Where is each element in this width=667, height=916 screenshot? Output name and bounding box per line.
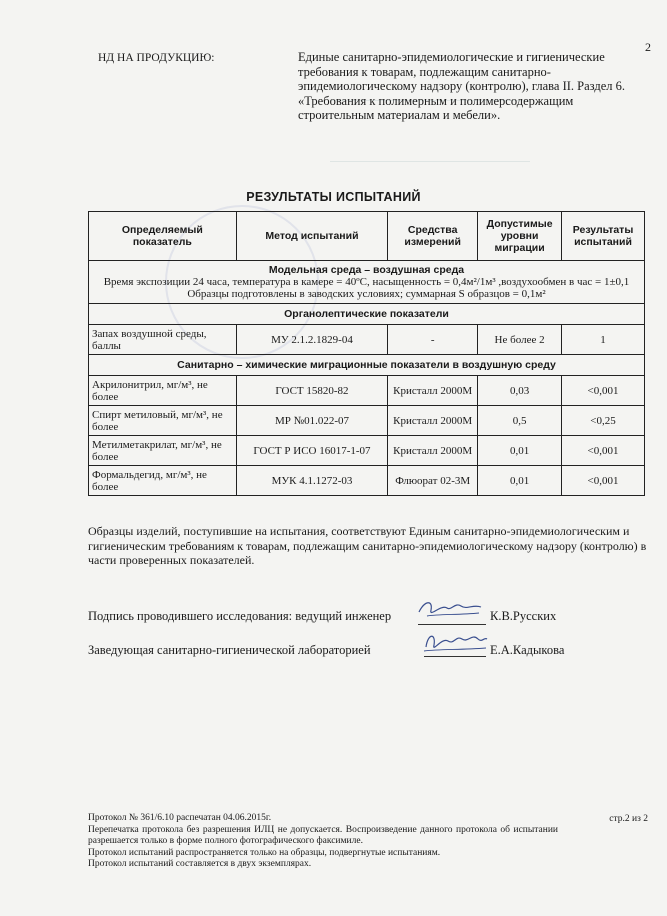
cell-instrument: Кристалл 2000М <box>388 376 478 406</box>
cell-result: <0,001 <box>562 466 645 496</box>
cell-result: <0,001 <box>562 376 645 406</box>
footer-note1: Перепечатка протокола без разрешения ИЛЦ не допускается. Воспроизведение данного протокола об испытании разрешается только в форме полного фотографического факсимиле. <box>88 824 558 846</box>
head-signature <box>420 627 490 657</box>
cell-indicator: Формальдегид, мг/м³, не более <box>89 466 237 496</box>
footer-note2: Протокол испытаний распространяется только на образцы, подвергнутые испытаниям. <box>88 847 441 858</box>
cell-method: МР №01.022-07 <box>236 406 388 436</box>
cell-result: <0,25 <box>562 406 645 436</box>
cell-instrument: Кристалл 2000М <box>388 436 478 466</box>
header-limit: Допустимые уровни миграции <box>478 212 562 261</box>
cell-method: МУ 2.1.2.1829-04 <box>236 325 388 355</box>
page-number: 2 <box>645 40 651 54</box>
model-env-cell <box>89 261 645 304</box>
section-row <box>89 355 645 376</box>
cell-method: ГОСТ Р ИСО 16017-1-07 <box>236 436 388 466</box>
table-row <box>89 376 645 406</box>
cell-limit: 0,03 <box>478 376 562 406</box>
cell-instrument: - <box>388 325 478 355</box>
nd-label: НД НА ПРОДУКЦИЮ: <box>98 52 215 64</box>
cell-indicator: Метилметакрилат, мг/м³, не более <box>89 436 237 466</box>
section-organoleptic: Органолептические показатели <box>89 304 645 325</box>
header-instrument: Средства измерений <box>388 212 478 261</box>
model-env-heading: Модельная среда – воздушная среда <box>268 264 465 276</box>
cell-indicator: Акрилонитрил, мг/м³, не более <box>89 376 237 406</box>
cell-method: МУК 4.1.1272-03 <box>236 466 388 496</box>
engineer-signature-line <box>418 624 486 625</box>
header-indicator: Определяемый показатель <box>89 212 237 261</box>
section-chemical: Санитарно – химические миграционные показатели в воздушную среду <box>89 355 645 376</box>
head-signature-line <box>424 656 486 657</box>
footer-note3: Протокол испытаний составляется в двух экземплярах. <box>88 859 312 869</box>
cell-limit: 0,01 <box>478 466 562 496</box>
table-header-row <box>89 212 645 261</box>
table-row <box>89 436 645 466</box>
cell-instrument: Флюорат 02-3М <box>388 466 478 496</box>
cell-method: ГОСТ 15820-82 <box>236 376 388 406</box>
header-method: Метод испытаний <box>236 212 388 261</box>
section-row <box>89 304 645 325</box>
results-title: РЕЗУЛЬТАТЫ ИСПЫТАНИЙ <box>246 190 421 204</box>
conclusion-text: Образцы изделий, поступившие на испытания, соответствуют Единым санитарно-эпидемиологическим и гигиеническим требованиям к товарам, подлежащим санитарно-эпидемиологическому надзору (контролю) в части проверенных показателей. <box>88 524 647 567</box>
cell-indicator: Запах воздушной среды, баллы <box>89 325 237 355</box>
model-env-line2: Образцы подготовлены в заводских условиях; суммарная S образцов = 0,1м² <box>187 288 546 300</box>
cell-result: 1 <box>562 325 645 355</box>
header-result: Результаты испытаний <box>562 212 645 261</box>
head-name: Е.А.Кадыкова <box>490 643 565 657</box>
model-env-row <box>89 261 645 304</box>
model-env-line1: Время экспозиции 24 часа, температура в камере = 40ºС, насыщенность = 0,4м²/1м³ ,воздухообмен в час = 1±0,1 <box>103 276 630 288</box>
cell-result: <0,001 <box>562 436 645 466</box>
cell-instrument: Кристалл 2000М <box>388 406 478 436</box>
cell-indicator: Спирт метиловый, мг/м³, не более <box>89 406 237 436</box>
footer <box>88 813 648 871</box>
results-table <box>88 211 645 496</box>
table-row <box>89 406 645 436</box>
table-row <box>89 466 645 496</box>
footer-protocol: Протокол № 361/6.10 распечатан 04.06.2015г. <box>88 813 272 823</box>
engineer-name: К.В.Русских <box>490 609 557 623</box>
cell-limit: 0,5 <box>478 406 562 436</box>
footer-page: стр.2 из 2 <box>609 813 648 824</box>
engineer-signature-label: Подпись проводившего исследования: ведущий инженер <box>88 609 392 623</box>
table-row <box>89 325 645 355</box>
engineer-signature <box>415 596 487 622</box>
nd-text: Единые санитарно-эпидемиологические и гигиенические требования к товарам, подлежащим санитарно-эпидемиологическому надзору (контролю), глава II. Раздел 6. «Требования к полимерным и полимерсодержащим строительным материалам и мебели». <box>298 50 625 122</box>
cell-limit: 0,01 <box>478 436 562 466</box>
cell-limit: Не более 2 <box>478 325 562 355</box>
head-signature-label: Заведующая санитарно-гигиенической лабораторией <box>88 643 371 657</box>
